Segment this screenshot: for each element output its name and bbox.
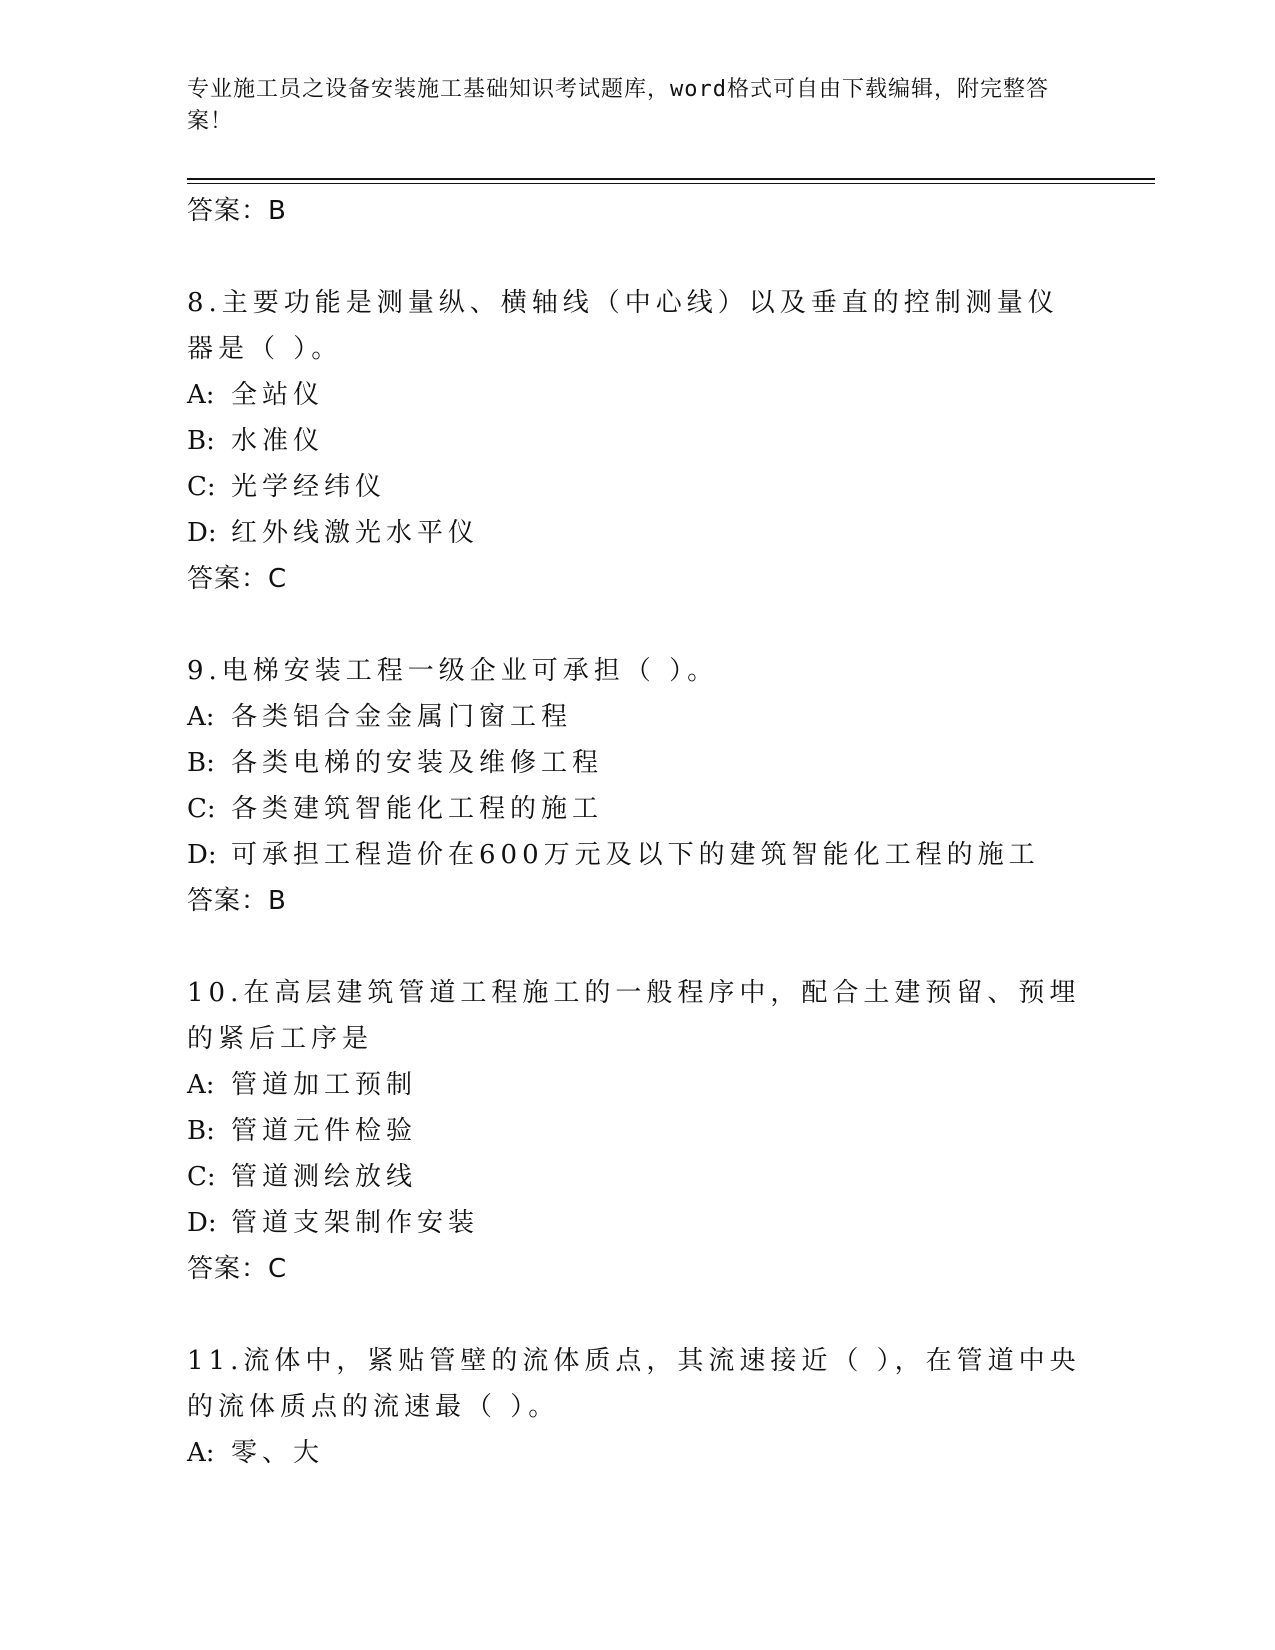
option-b xyxy=(187,1108,1087,1154)
option-text: 各类电梯的安装及维修工程 xyxy=(231,748,604,778)
question-text: 11.流体中，紧贴管壁的流体质点，其流速接近（ ），在管道中央的流体质点的流速最（ ）。 xyxy=(187,1346,1081,1422)
option-d xyxy=(187,510,1087,556)
question-text: 8.主要功能是测量纵、横轴线（中心线）以及垂直的控制测量仪器是（ ）。 xyxy=(187,288,1059,364)
option-c xyxy=(187,786,1087,832)
option-text: 光学经纬仪 xyxy=(231,472,387,502)
option-text: 各类铝合金金属门窗工程 xyxy=(231,702,573,732)
option-c xyxy=(187,464,1087,510)
question-block xyxy=(187,648,1087,924)
answer-line: 答案：B xyxy=(187,886,287,916)
answer-line: 答案：B xyxy=(187,196,287,226)
option-c xyxy=(187,1154,1087,1200)
question-block xyxy=(187,970,1087,1292)
option-text: 可承担工程造价在600万元及以下的建筑智能化工程的施工 xyxy=(231,840,1040,870)
option-a xyxy=(187,1062,1087,1108)
option-letter: A: xyxy=(187,380,215,410)
option-text: 全站仪 xyxy=(231,380,325,410)
option-letter: D: xyxy=(187,840,217,870)
option-b xyxy=(187,740,1087,786)
option-a xyxy=(187,694,1087,740)
header-divider-thick xyxy=(187,178,1155,180)
option-letter: D: xyxy=(187,518,217,548)
document-header: 专业施工员之设备安装施工基础知识考试题库，word格式可自由下载编辑，附完整答案！ xyxy=(187,77,1049,134)
option-text: 水准仪 xyxy=(231,426,325,456)
answer-line: 答案：C xyxy=(187,1254,288,1284)
option-b xyxy=(187,418,1087,464)
option-letter: A: xyxy=(187,1070,215,1100)
option-a xyxy=(187,372,1087,418)
header-divider-thin xyxy=(187,183,1155,184)
option-text: 管道支架制作安装 xyxy=(231,1208,480,1238)
question-list xyxy=(187,188,1087,1476)
option-d xyxy=(187,1200,1087,1246)
option-letter: C: xyxy=(187,794,216,824)
option-letter: A: xyxy=(187,702,215,732)
option-letter: B: xyxy=(187,1116,215,1146)
option-text: 各类建筑智能化工程的施工 xyxy=(231,794,604,824)
question-text: 10.在高层建筑管道工程施工的一般程序中，配合土建预留、预埋的紧后工序是 xyxy=(187,978,1081,1054)
option-letter: A: xyxy=(187,1438,215,1468)
question-block xyxy=(187,1338,1087,1476)
option-text: 管道测绘放线 xyxy=(231,1162,418,1192)
option-letter: B: xyxy=(187,748,215,778)
option-letter: C: xyxy=(187,472,216,502)
option-letter: D: xyxy=(187,1208,217,1238)
question-text: 9.电梯安装工程一级企业可承担（ ）。 xyxy=(187,656,719,686)
option-d xyxy=(187,832,1087,878)
option-letter: B: xyxy=(187,426,215,456)
answer-line: 答案：C xyxy=(187,564,288,594)
option-text: 红外线激光水平仪 xyxy=(231,518,480,548)
question-block xyxy=(187,280,1087,602)
option-text: 零、大 xyxy=(231,1438,325,1468)
option-a xyxy=(187,1430,1087,1476)
option-text: 管道加工预制 xyxy=(231,1070,418,1100)
option-text: 管道元件检验 xyxy=(231,1116,418,1146)
option-letter: C: xyxy=(187,1162,216,1192)
